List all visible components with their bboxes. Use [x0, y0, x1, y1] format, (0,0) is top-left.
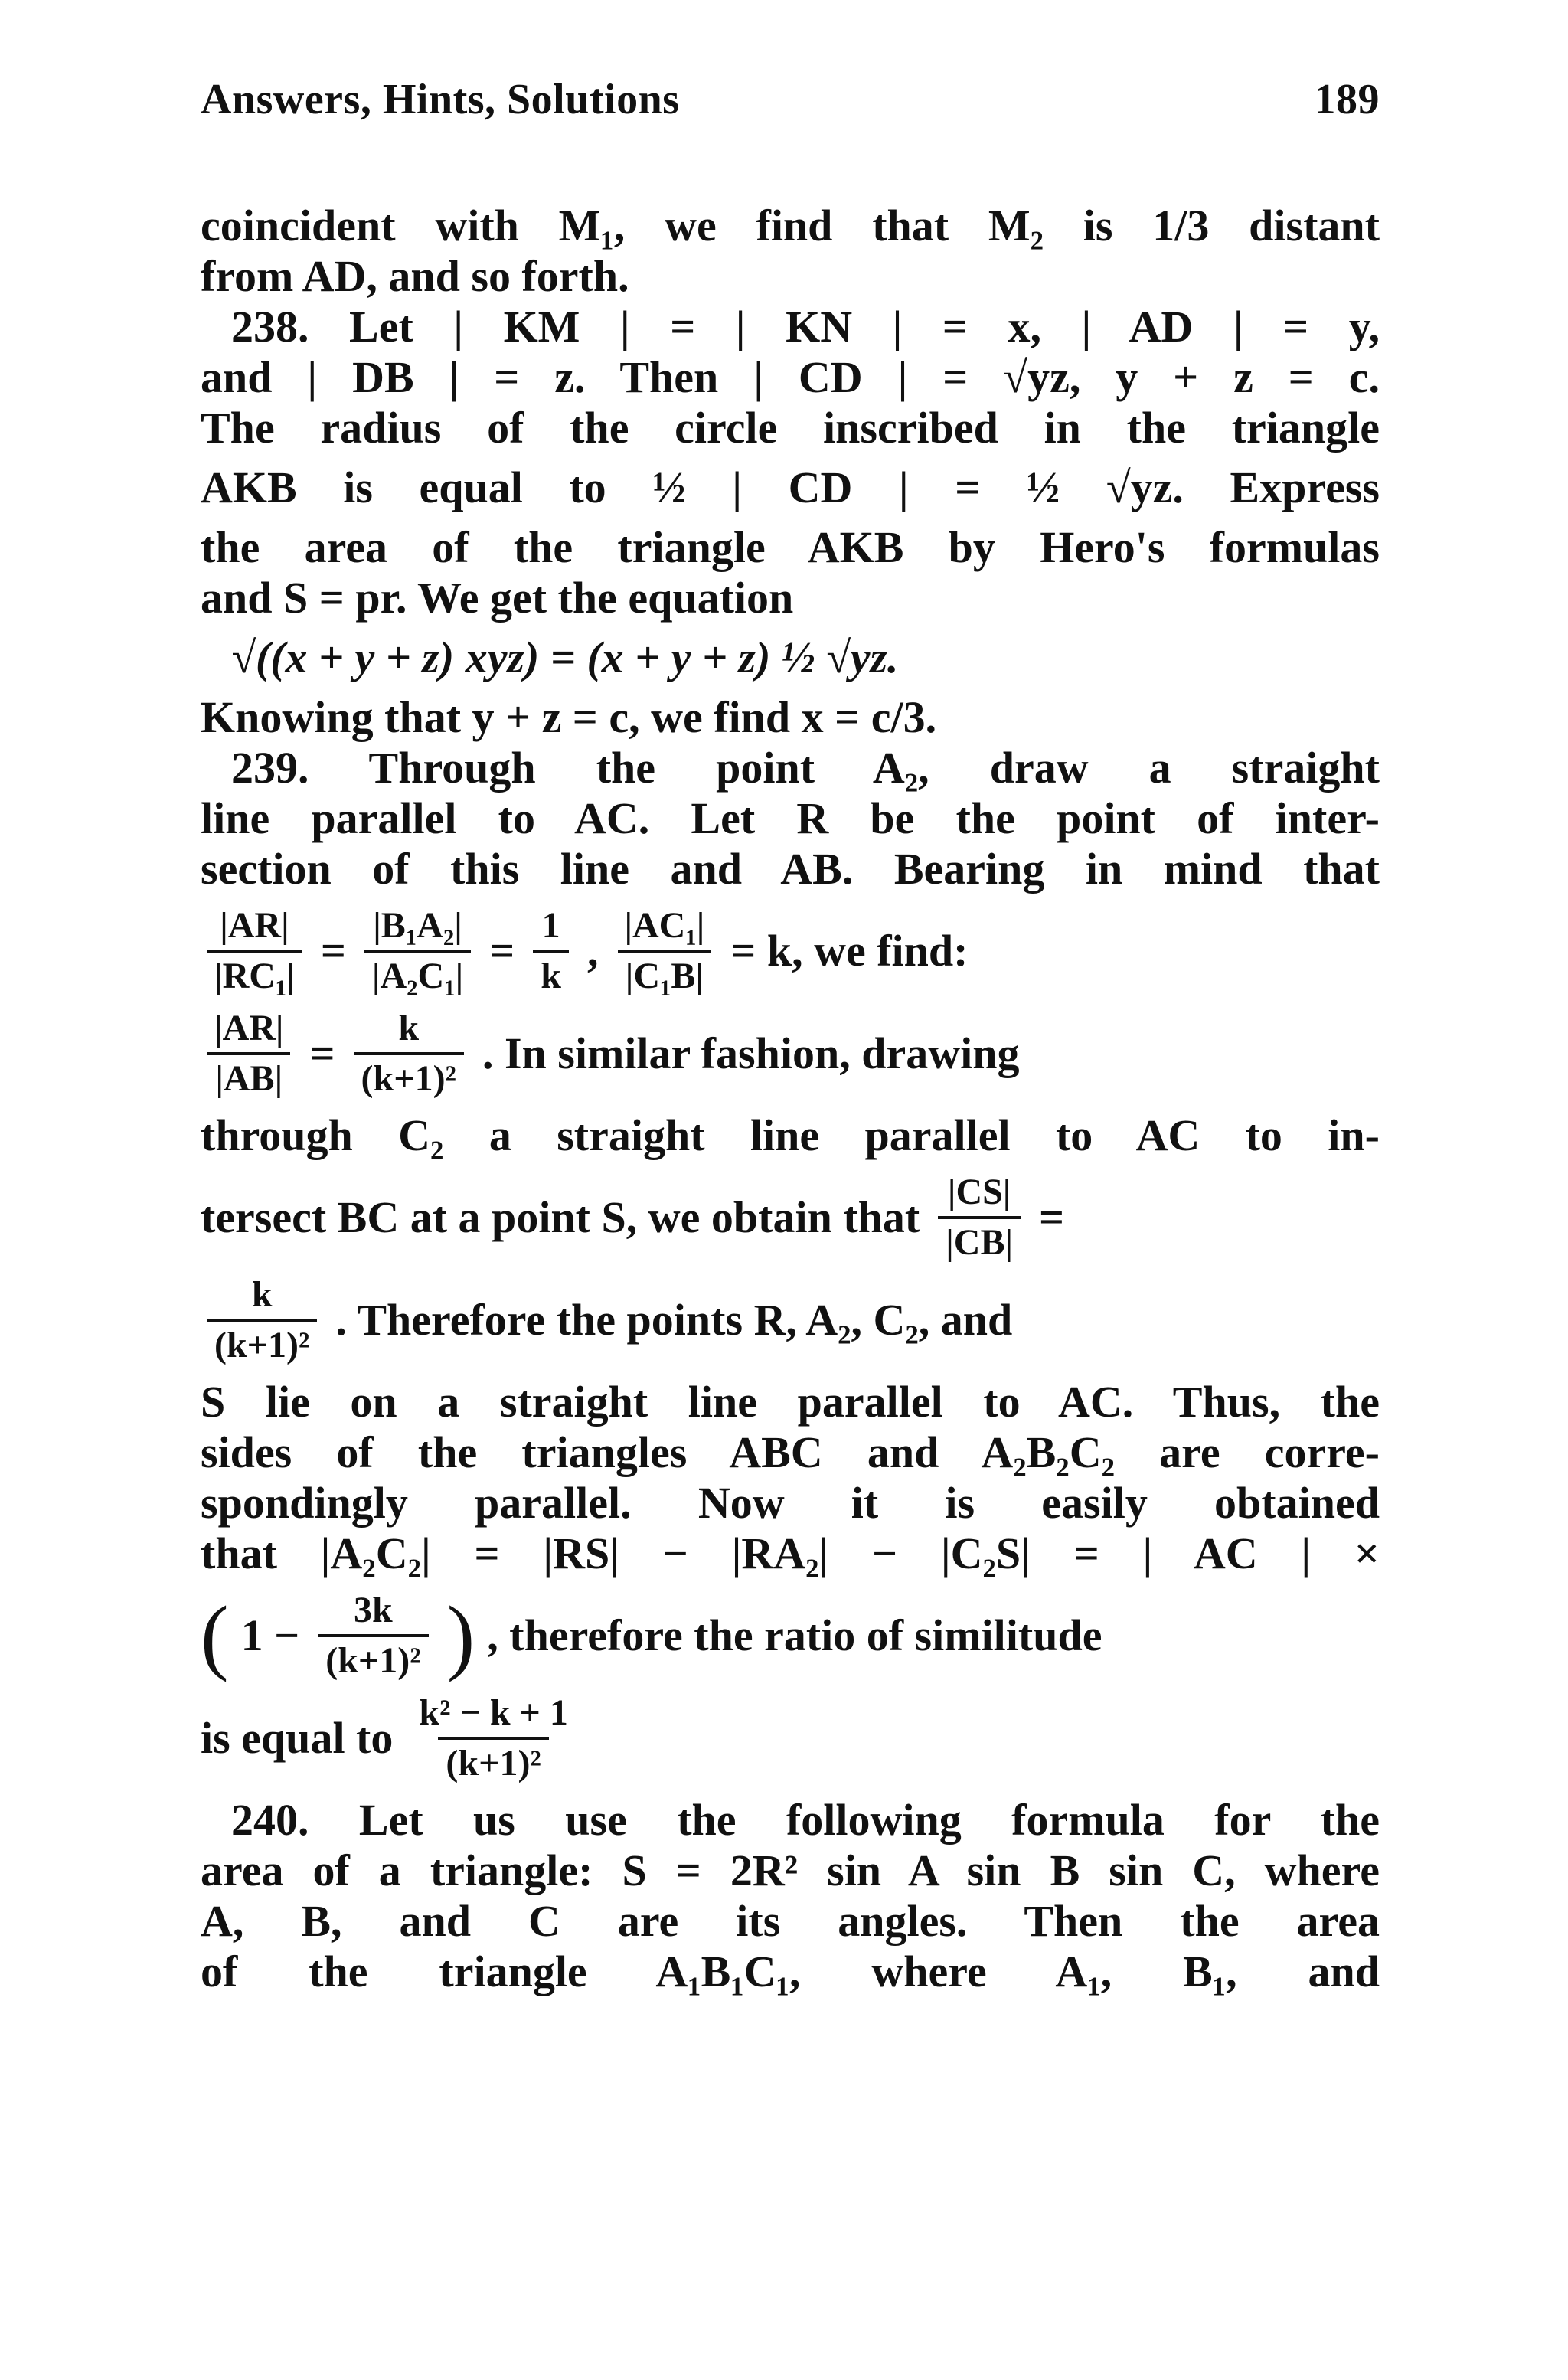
fraction: $\frac{1}{k}$ [533, 905, 569, 997]
text-line: S lie on a straight line parallel to AC. Thus, the [201, 1377, 1380, 1427]
fraction: $\frac{|AR|}{|AB|}$ [207, 1008, 291, 1100]
text-line: Knowing that y + z = c, we find x = c/3. [201, 692, 937, 742]
problem-238-start: 238. Let | KM | = | KN | = x, | AD | = y, [231, 302, 1380, 351]
running-header [201, 75, 1380, 124]
text-line: The radius of the circle inscribed in the triangle [201, 403, 1380, 453]
fraction: $\frac{k}{\text{(k+1)²}}$ [207, 1274, 317, 1366]
k-fraction-row: $\frac{k}{\text{(k+1)²}}$ . Therefore the points R, A₂, C₂, and [201, 1274, 1380, 1366]
fraction: $\frac{\text{|B₁A₂|}}{\text{|A₂C₁|}}$ [364, 905, 471, 997]
ratio-equation-row: $\frac{|AR|}{\text{|RC₁|}}$ = $\frac{\text{|B₁A₂|}}{\text{|A₂C₁|}}$ = $\frac{1}{k}$ , $\frac{\text{|AC₁|}}{\text{|C₁B|}}$ = k, we find: [201, 905, 1380, 997]
similitude-row: ( 1 − $\frac{3k}{\text{(k+1)²}}$ ) , therefore the ratio of similitude [201, 1589, 1102, 1682]
ratio-tail: = k, we find: [730, 926, 969, 976]
fraction: $\frac{3k}{\text{(k+1)²}}$ [318, 1590, 428, 1682]
fraction: $\frac{\text{|AC₁|}}{\text{|C₁B|}}$ [616, 905, 712, 997]
ratio-of-similitude-row: is equal to $\frac{\text{k² − k + 1}}{\text{(k+1)²}}$ [201, 1692, 1380, 1784]
problem-239-start: 239. Through the point A₂, draw a straight [231, 743, 1380, 793]
page-body [201, 201, 1380, 1997]
equation-hero: √((x + y + z) xyz) = (x + y + z) ½ √yz. [231, 633, 899, 682]
text-line: spondingly parallel. Now it is easily obtained [201, 1478, 1380, 1528]
text-line: and | DB | = z. Then | CD | = √yz, y + z = c. [201, 352, 1380, 402]
fraction: $\frac{|AR|}{\text{|RC₁|}}$ [207, 905, 302, 997]
ratio-result-row: $\frac{|AR|}{|AB|}$ = $\frac{k}{\text{(k+1)²}}$ . In similar fashion, drawing [201, 1008, 1380, 1100]
text-line: A, B, and C are its angles. Then the area [201, 1896, 1380, 1946]
text-line: AKB is equal to ½ | CD | = ½ √yz. Express [201, 463, 1380, 512]
text-line: from AD, and so forth. [201, 251, 629, 301]
header-title: Answers, Hints, Solutions [201, 76, 680, 123]
fraction: $\frac{\text{k² − k + 1}}{\text{(k+1)²}}$ [419, 1692, 568, 1783]
problem-240-start: 240. Let us use the following formula for the [231, 1795, 1380, 1845]
fraction: $\frac{|CS|}{|CB|}$ [938, 1172, 1021, 1264]
text-line: through C₂ a straight line parallel to AC to in- [201, 1110, 1380, 1160]
text-line: sides of the triangles ABC and A₂B₂C₂ are corre- [201, 1427, 1380, 1477]
cs-ratio-row: tersect BC at a point S, we obtain that $\frac{|CS|}{|CB|}$ = [201, 1172, 1065, 1263]
text-line: coincident with M₁, we find that M₂ is 1/3 distant [201, 201, 1380, 250]
text-line: area of a triangle: S = 2R² sin A sin B sin C, where [201, 1845, 1380, 1895]
text-line: and S = pr. We get the equation [201, 573, 794, 623]
page-number: 189 [1314, 76, 1380, 123]
text-line: of the triangle A₁B₁C₁, where A₁, B₁, and [201, 1947, 1380, 1996]
ratio-result-tail: . In similar fashion, drawing [482, 1028, 1020, 1078]
text-line: line parallel to AC. Let R be the point of inter- [201, 793, 1380, 843]
text-line: that |A₂C₂| = |RS| − |RA₂| − |C₂S| = | AC | × [201, 1528, 1380, 1578]
text-line: the area of the triangle AKB by Hero's formulas [201, 522, 1380, 572]
fraction: $\frac{k}{\text{(k+1)²}}$ [354, 1008, 464, 1100]
text-line: section of this line and AB. Bearing in mind that [201, 844, 1380, 894]
